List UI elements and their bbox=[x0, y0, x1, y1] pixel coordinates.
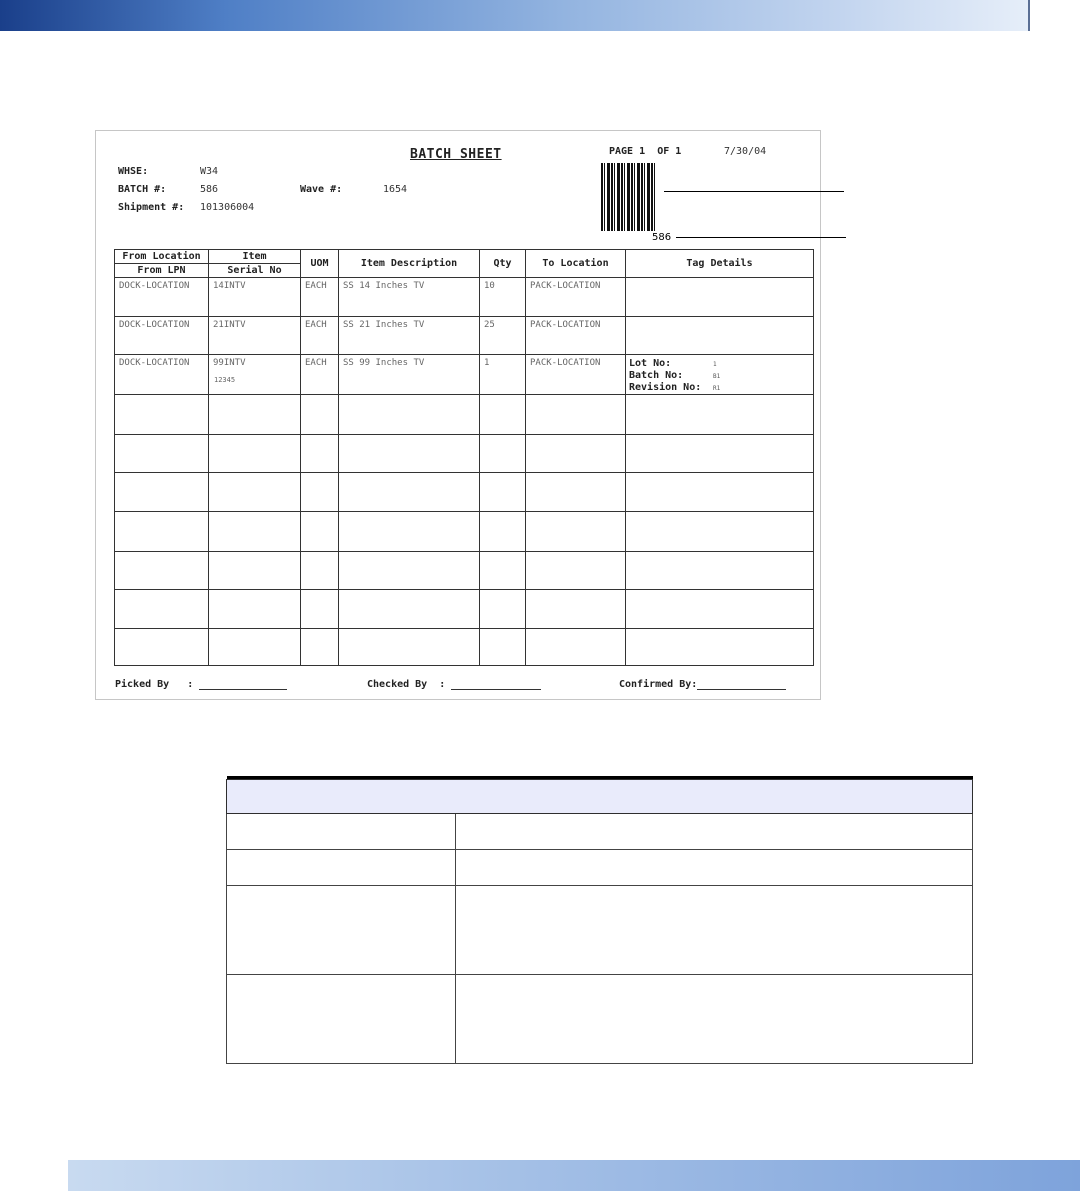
tag-batch-value: B1 bbox=[713, 372, 721, 380]
table-row bbox=[227, 850, 973, 886]
header-tag-details: Tag Details bbox=[626, 250, 814, 278]
cell-desc: SS 99 Inches TV bbox=[343, 357, 425, 368]
batch-label: BATCH #: bbox=[118, 184, 167, 195]
cell-desc: SS 21 Inches TV bbox=[343, 319, 425, 330]
header-qty: Qty bbox=[480, 250, 526, 278]
cell-from: DOCK-LOCATION bbox=[119, 319, 190, 330]
revision-label: Revision No: bbox=[629, 381, 702, 393]
batch-table bbox=[114, 249, 814, 666]
header-from-lpn: From LPN bbox=[115, 264, 209, 278]
whse-label: WHSE: bbox=[118, 166, 149, 177]
header-item-description: Item Description bbox=[339, 250, 480, 278]
lot-value: 1 bbox=[713, 360, 717, 368]
cell-uom: EACH bbox=[305, 319, 327, 330]
cell-qty: 10 bbox=[484, 281, 495, 292]
tag-details bbox=[626, 355, 813, 394]
header-serial-no: Serial No bbox=[209, 264, 301, 278]
callout-line-barcode bbox=[664, 191, 844, 192]
cell-desc: SS 14 Inches TV bbox=[343, 281, 425, 292]
table-row bbox=[115, 434, 814, 472]
cell-to: PACK-LOCATION bbox=[530, 357, 601, 368]
wave-value: 1654 bbox=[383, 184, 408, 195]
batch-sheet-image bbox=[95, 130, 821, 700]
header-band-edge bbox=[1028, 0, 1030, 31]
table-row bbox=[115, 473, 814, 512]
cell-item: 14INTV bbox=[213, 281, 246, 292]
cell-item: 21INTV bbox=[213, 319, 246, 330]
table-row bbox=[115, 316, 814, 354]
footer-band bbox=[68, 1160, 1080, 1191]
cell-uom: EACH bbox=[305, 281, 327, 292]
whse-value: W34 bbox=[200, 166, 219, 177]
shipment-label: Shipment #: bbox=[118, 202, 185, 213]
wave-label: Wave #: bbox=[300, 184, 343, 195]
table-row bbox=[227, 975, 973, 1064]
barcode-value: 586 bbox=[652, 232, 672, 243]
sheet-date: 7/30/04 bbox=[724, 146, 767, 157]
cell-serial: 12345 bbox=[214, 375, 236, 384]
table-header-row bbox=[227, 780, 973, 814]
picked-by: Picked By : bbox=[115, 679, 287, 690]
cell-to: PACK-LOCATION bbox=[530, 319, 601, 330]
table-row bbox=[227, 886, 973, 975]
header-from-location: From Location bbox=[115, 250, 209, 264]
checked-by: Checked By : bbox=[367, 679, 541, 690]
table-row bbox=[115, 278, 814, 316]
tag-batch-label: Batch No: bbox=[629, 369, 684, 381]
table-row bbox=[115, 590, 814, 628]
callout-line-batch-number bbox=[676, 237, 846, 238]
header-band bbox=[0, 0, 1028, 31]
cell-qty: 1 bbox=[484, 357, 490, 368]
cell-from: DOCK-LOCATION bbox=[119, 357, 190, 368]
header-uom: UOM bbox=[301, 250, 339, 278]
cell-qty: 25 bbox=[484, 319, 495, 330]
barcode bbox=[601, 163, 657, 231]
header-to-location: To Location bbox=[526, 250, 626, 278]
table-row bbox=[115, 628, 814, 665]
revision-value: R1 bbox=[713, 384, 721, 392]
page-label: PAGE 1 OF 1 bbox=[609, 146, 682, 157]
confirmed-by: Confirmed By: bbox=[619, 679, 786, 690]
batch-value: 586 bbox=[200, 184, 219, 195]
cell-from: DOCK-LOCATION bbox=[119, 281, 190, 292]
cell-uom: EACH bbox=[305, 357, 327, 368]
reference-table bbox=[226, 776, 973, 1064]
table-row bbox=[115, 395, 814, 434]
sheet-title: BATCH SHEET bbox=[410, 147, 502, 162]
cell-item: 99INTV bbox=[213, 357, 246, 368]
table-row bbox=[115, 551, 814, 589]
table-row bbox=[227, 814, 973, 850]
table-row bbox=[115, 512, 814, 551]
table-row bbox=[115, 354, 814, 394]
lot-label: Lot No: bbox=[629, 357, 672, 369]
cell-to: PACK-LOCATION bbox=[530, 281, 601, 292]
shipment-value: 101306004 bbox=[200, 202, 255, 213]
header-item: Item bbox=[209, 250, 301, 264]
